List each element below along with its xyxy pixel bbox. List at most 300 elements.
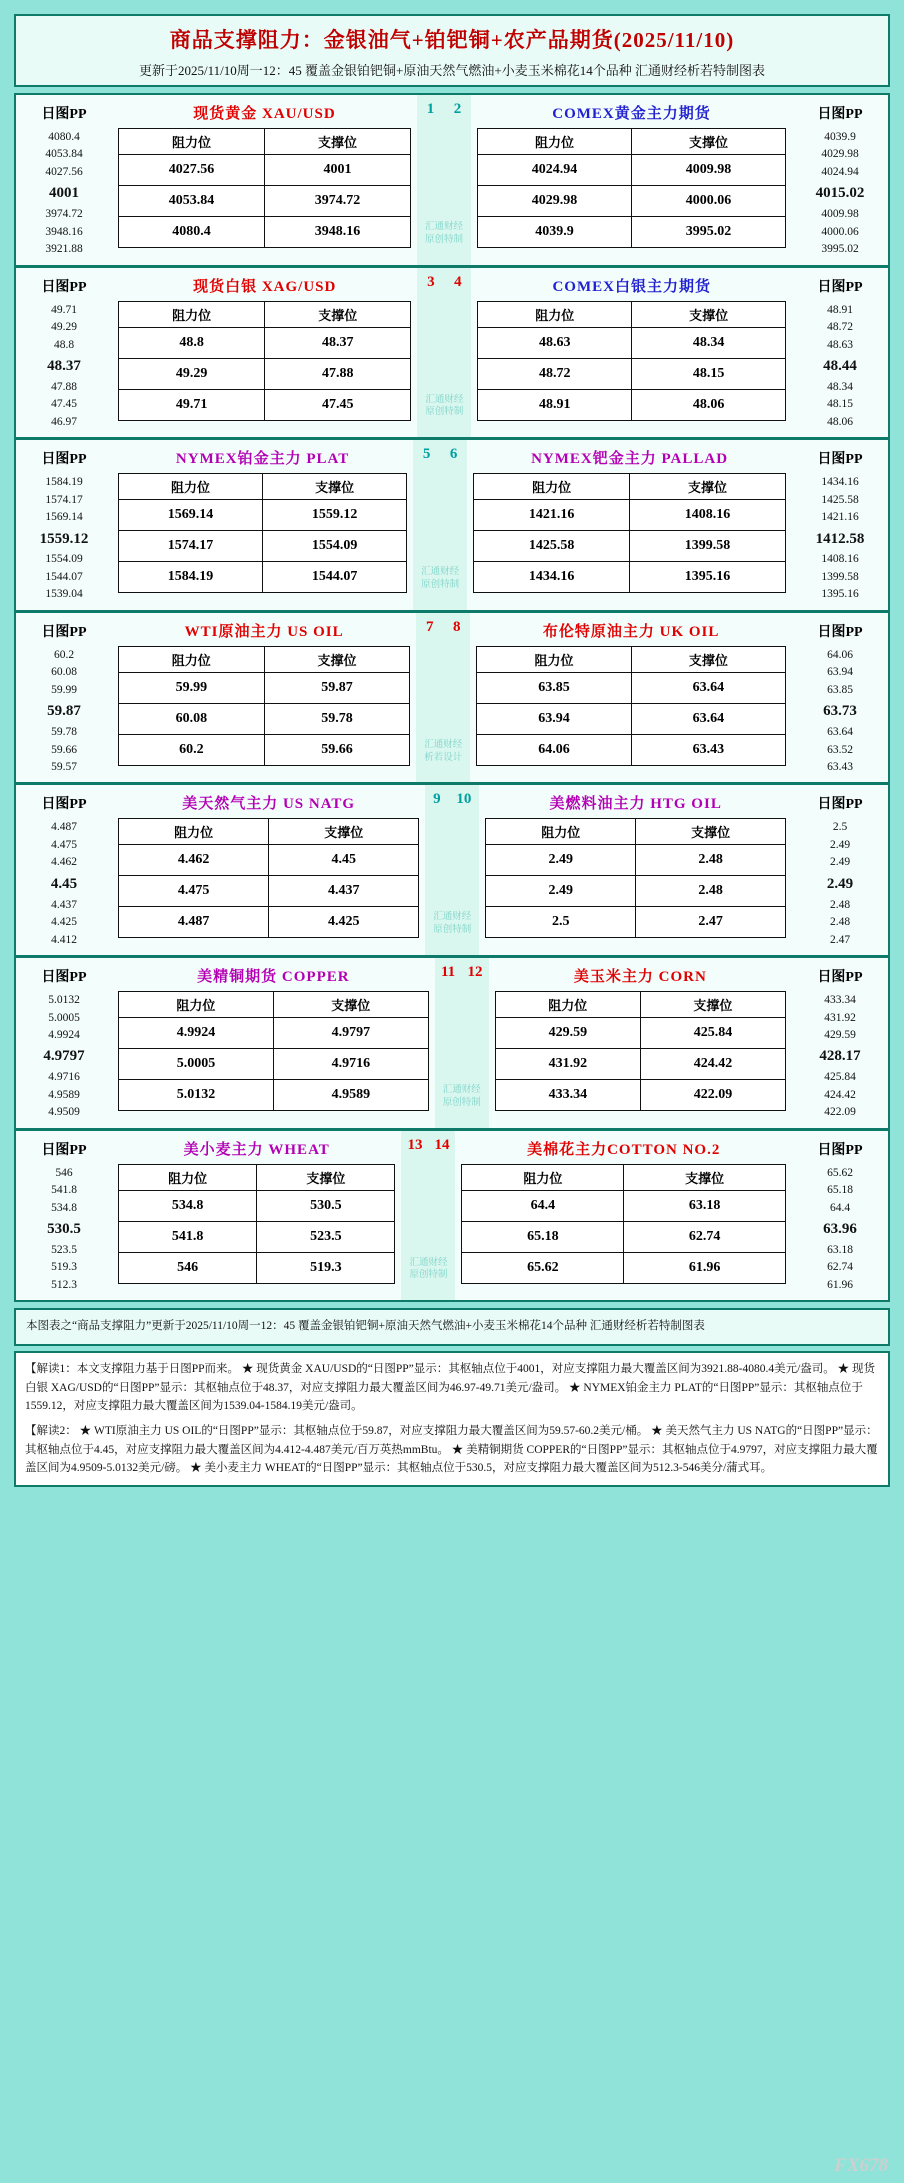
pivot-value: 63.18 (827, 1243, 853, 1256)
table-row (486, 907, 786, 938)
pivot-value: 1554.09 (45, 553, 83, 566)
table-row (474, 531, 786, 562)
pivot-value: 61.96 (827, 1278, 853, 1291)
levels-table (495, 991, 786, 1111)
support-value: 1559.12 (263, 500, 407, 531)
resistance-value: 48.8 (119, 327, 265, 358)
table-row (119, 500, 407, 531)
table-row (119, 1049, 429, 1080)
support-value: 48.06 (632, 389, 786, 420)
support-value: 4001 (264, 155, 410, 186)
pivot-value: 4.425 (51, 916, 77, 929)
block-index: 7 (426, 618, 434, 635)
fx678-watermark: FX678 (834, 2155, 888, 2176)
block-index-column (417, 268, 471, 438)
resistance-value: 4053.84 (119, 186, 265, 217)
resistance-value: 63.94 (477, 703, 631, 734)
support-value: 63.18 (624, 1190, 786, 1221)
pivot-value: 48.63 (827, 338, 853, 351)
resistance-header: 阻力位 (495, 992, 640, 1018)
resistance-header: 阻力位 (478, 301, 632, 327)
pivot-header: 日图PP (817, 1142, 863, 1158)
table-row (477, 186, 785, 217)
pivot-value: 3995.02 (821, 243, 859, 256)
watermark-text (417, 221, 471, 247)
block-index-column (401, 1131, 455, 1301)
pivot-column-right (792, 95, 888, 265)
resistance-value: 59.99 (119, 672, 265, 703)
pivot-column-right (792, 613, 888, 783)
support-value: 47.45 (265, 389, 411, 420)
pivot-value: 530.5 (47, 1221, 81, 1238)
pivot-value: 2.49 (829, 856, 851, 869)
support-header: 支撑位 (269, 819, 419, 845)
levels-table (118, 1164, 395, 1284)
watermark-line: 汇通财经 (425, 394, 464, 405)
support-value: 1554.09 (263, 531, 407, 562)
support-header: 支撑位 (265, 301, 411, 327)
pivot-value: 64.4 (829, 1201, 851, 1214)
resistance-header: 阻力位 (477, 646, 631, 672)
pivot-column-right (792, 268, 888, 438)
support-value: 48.37 (265, 327, 411, 358)
pivot-header: 日图PP (41, 970, 87, 986)
pivot-value: 2.47 (829, 933, 851, 946)
resistance-value: 1584.19 (119, 562, 263, 593)
resistance-value: 431.92 (495, 1049, 640, 1080)
pivot-value: 63.94 (827, 666, 853, 679)
watermark-line: 原创特制 (442, 1097, 481, 1108)
pivot-value: 1421.16 (821, 511, 859, 524)
instrument-panel (471, 95, 792, 265)
pivot-value: 48.34 (827, 380, 853, 393)
support-value: 1395.16 (630, 562, 786, 593)
pivot-block (16, 785, 888, 958)
watermark-text (417, 394, 471, 420)
support-header: 支撑位 (273, 992, 428, 1018)
instrument-title: 美棉花主力COTTON NO.2 (527, 1141, 721, 1158)
pivot-value: 4.9589 (48, 1088, 80, 1101)
pivot-value: 4039.9 (824, 131, 856, 143)
pivot-block (16, 95, 888, 268)
table-row (119, 389, 411, 420)
instrument-title: 美精铜期货 COPPER (197, 969, 350, 986)
pivot-value: 5.0005 (48, 1011, 80, 1024)
pivot-header: 日图PP (817, 970, 863, 986)
pivot-value: 59.57 (51, 760, 77, 773)
support-value: 3948.16 (264, 217, 410, 248)
table-row (477, 703, 786, 734)
pivot-value: 48.91 (827, 303, 853, 316)
pivot-value: 59.78 (51, 726, 77, 739)
resistance-value: 2.49 (486, 845, 636, 876)
pivot-value: 63.73 (823, 703, 857, 720)
pivot-value: 2.49 (829, 838, 851, 851)
resistance-value: 1569.14 (119, 500, 263, 531)
pivot-value: 4.462 (51, 856, 77, 869)
pivot-column-left (16, 268, 112, 438)
block-index-column (425, 785, 479, 955)
pivot-value: 1434.16 (821, 476, 859, 489)
block-index-numbers (413, 440, 467, 463)
table-row (486, 876, 786, 907)
table-row (477, 734, 786, 765)
table-row (462, 1252, 786, 1283)
instrument-title: 美玉米主力 CORN (573, 969, 707, 986)
watermark-text (401, 1257, 455, 1283)
table-row (119, 1080, 429, 1111)
pivot-value: 424.42 (824, 1088, 856, 1101)
pivot-header: 日图PP (41, 1142, 87, 1158)
pivot-value: 4.475 (51, 838, 77, 851)
pivot-value: 49.29 (51, 321, 77, 334)
instrument-title: NYMEX钯金主力 PALLAD (531, 451, 729, 468)
levels-table (118, 473, 407, 593)
block-index-column (435, 958, 489, 1128)
block-index-column (416, 613, 470, 783)
pivot-block (16, 440, 888, 613)
support-value: 48.34 (632, 327, 786, 358)
pivot-value: 425.84 (824, 1071, 856, 1084)
support-value: 1399.58 (630, 531, 786, 562)
levels-table (118, 301, 411, 421)
pivot-value: 2.49 (826, 875, 854, 892)
instrument-title: WTI原油主力 US OIL (184, 623, 344, 640)
pivot-value: 534.8 (51, 1201, 77, 1214)
pivot-header: 日图PP (817, 624, 863, 640)
watermark-text (413, 566, 467, 592)
block-index: 5 (422, 446, 431, 463)
table-row (119, 734, 410, 765)
resistance-value: 4.462 (119, 845, 269, 876)
support-header: 支撑位 (630, 474, 786, 500)
block-index: 8 (453, 618, 461, 635)
table-row (477, 217, 785, 248)
resistance-value: 4029.98 (477, 186, 631, 217)
levels-table (461, 1164, 786, 1284)
pivot-value: 4.412 (51, 933, 77, 946)
pivot-value: 3948.16 (45, 225, 83, 238)
support-header: 支撑位 (632, 301, 786, 327)
watermark-line: 汇通财经 (442, 1085, 481, 1096)
pivot-value: 4.9924 (48, 1028, 80, 1041)
block-index-column (417, 95, 471, 265)
pivot-value: 429.59 (824, 1028, 856, 1041)
support-value: 2.48 (636, 876, 786, 907)
pivot-value: 2.48 (829, 916, 851, 929)
pivot-value: 59.99 (51, 683, 77, 696)
support-header: 支撑位 (624, 1164, 786, 1190)
block-index: 12 (467, 964, 483, 981)
pivot-value: 4009.98 (821, 208, 859, 221)
resistance-value: 1434.16 (474, 562, 630, 593)
watermark-line: 原创特制 (433, 925, 472, 936)
pivot-value: 4027.56 (45, 165, 83, 178)
pivot-value: 63.85 (827, 683, 853, 696)
levels-table (118, 991, 429, 1111)
resistance-value: 4039.9 (477, 217, 631, 248)
pivot-value: 4.9797 (43, 1048, 85, 1065)
table-row (119, 358, 411, 389)
pivot-column-right (792, 440, 888, 610)
support-header: 支撑位 (264, 646, 410, 672)
levels-table (477, 128, 786, 248)
pivot-value: 63.96 (823, 1221, 857, 1238)
block-index: 2 (453, 101, 462, 117)
table-row (478, 327, 786, 358)
support-value: 3974.72 (264, 186, 410, 217)
pivot-value: 2.48 (829, 898, 851, 911)
pivot-value: 48.37 (47, 358, 81, 375)
support-header: 支撑位 (636, 819, 786, 845)
pivot-value: 48.44 (823, 358, 857, 375)
pivot-value: 1544.07 (45, 570, 83, 583)
watermark-line: 汇通财经 (424, 739, 463, 750)
resistance-header: 阻力位 (119, 474, 263, 500)
table-row (119, 327, 411, 358)
resistance-value: 5.0132 (119, 1080, 274, 1111)
table-row (119, 907, 419, 938)
pivot-header: 日图PP (41, 452, 87, 468)
resistance-value: 4024.94 (477, 155, 631, 186)
support-value: 63.43 (631, 734, 785, 765)
pivot-value: 60.08 (51, 666, 77, 679)
support-value: 4.9589 (273, 1080, 428, 1111)
support-value: 523.5 (257, 1221, 395, 1252)
resistance-value: 5.0005 (119, 1049, 274, 1080)
resistance-value: 4080.4 (119, 217, 265, 248)
support-value: 59.78 (264, 703, 410, 734)
pivot-value: 4.437 (51, 898, 77, 911)
pivot-value: 47.88 (51, 380, 77, 393)
watermark-line: 原创特制 (409, 1270, 448, 1281)
pivot-column-right (792, 785, 888, 955)
pivot-value: 5.0132 (48, 994, 80, 1007)
pivot-block (16, 613, 888, 786)
pivot-value: 49.71 (51, 303, 77, 316)
note-2: 【解读2： ★ WTI原油主力 US OIL的“日图PP”显示：其枢轴点位于59.87，对应支撑阻力最大覆盖区间为59.57-60.2美元/桶。 ★ 美天然气主力 US NATG的“日图PP”显示：其枢轴点位于4.45，对应支撑阻力最大覆盖区间为4.412-4.487美元/百万英热mmBtu。 ★ 美精铜期货 COPPER的“日图PP”显示：其枢轴点位于4.9797，对应支撑阻力最大覆盖区间为4.9509-5.0132美元/磅。 ★ 美小麦主力 WHEAT的“日图PP”显示：其枢轴点位于530.5，对应支撑阻力最大覆盖区间为512.3-546美分/蒲式耳。 (25, 1424, 878, 1475)
table-row (477, 155, 785, 186)
support-value: 2.48 (636, 845, 786, 876)
block-index-numbers (435, 958, 489, 981)
block-index-numbers (425, 785, 479, 808)
resistance-value: 4.475 (119, 876, 269, 907)
instrument-panel (112, 95, 417, 265)
pivot-value: 60.2 (53, 648, 75, 661)
pivot-blocks (14, 93, 890, 1302)
pivot-value: 1408.16 (821, 553, 859, 566)
pivot-value: 1574.17 (45, 493, 83, 506)
block-index-numbers (417, 268, 471, 291)
pivot-value: 62.74 (827, 1261, 853, 1274)
block-index-column (413, 440, 467, 610)
resistance-header: 阻力位 (486, 819, 636, 845)
resistance-value: 65.62 (462, 1252, 624, 1283)
levels-table (485, 818, 786, 938)
resistance-value: 65.18 (462, 1221, 624, 1252)
watermark-line: 汇通财经 (424, 221, 463, 232)
block-index: 3 (427, 273, 435, 290)
resistance-value: 433.34 (495, 1080, 640, 1111)
support-value: 1408.16 (630, 500, 786, 531)
pivot-value: 46.97 (51, 415, 77, 428)
block-index: 6 (449, 446, 458, 463)
resistance-value: 60.08 (119, 703, 265, 734)
table-row (119, 876, 419, 907)
resistance-header: 阻力位 (119, 819, 269, 845)
resistance-header: 阻力位 (119, 1164, 257, 1190)
footer-note: 本图表之“商品支撑阻力”更新于2025/11/10周一12：45 覆盖金银铂钯铜+原油天然气燃油+小麦玉米棉花14个品种 汇通财经析若特制图表 (14, 1308, 890, 1346)
resistance-value: 60.2 (119, 734, 265, 765)
support-value: 59.87 (264, 672, 410, 703)
table-row (495, 1018, 785, 1049)
table-row (119, 1190, 395, 1221)
pivot-value: 4015.02 (815, 185, 865, 202)
pivot-value: 48.72 (827, 321, 853, 334)
support-value: 47.88 (265, 358, 411, 389)
resistance-value: 546 (119, 1252, 257, 1283)
pivot-value: 47.45 (51, 398, 77, 411)
resistance-value: 63.85 (477, 672, 631, 703)
instrument-panel (112, 268, 417, 438)
block-index: 14 (434, 1136, 450, 1153)
instrument-title: 现货白银 XAG/USD (193, 278, 337, 295)
instrument-title: 布伦特原油主力 UK OIL (542, 623, 720, 640)
instrument-title: 现货黄金 XAU/USD (193, 106, 336, 122)
resistance-header: 阻力位 (119, 992, 274, 1018)
instrument-panel (467, 440, 792, 610)
table-row (478, 358, 786, 389)
resistance-value: 2.5 (486, 907, 636, 938)
pivot-value: 433.34 (824, 994, 856, 1007)
pivot-value: 1539.04 (45, 588, 83, 601)
pivot-value: 1559.12 (39, 530, 89, 547)
support-value: 4009.98 (631, 155, 785, 186)
pivot-value: 1399.58 (821, 570, 859, 583)
support-value: 63.64 (631, 672, 785, 703)
pivot-header: 日图PP (41, 624, 87, 640)
support-header: 支撑位 (263, 474, 407, 500)
resistance-value: 49.71 (119, 389, 265, 420)
watermark-line: 原创特制 (421, 580, 460, 591)
pivot-value: 519.3 (51, 1261, 77, 1274)
block-index: 13 (407, 1136, 423, 1153)
instrument-panel (470, 613, 792, 783)
support-header: 支撑位 (264, 129, 410, 155)
table-row (119, 186, 411, 217)
support-header: 支撑位 (257, 1164, 395, 1190)
resistance-header: 阻力位 (119, 301, 265, 327)
instrument-title: 美天然气主力 US NATG (182, 796, 356, 813)
support-value: 1544.07 (263, 562, 407, 593)
instrument-panel (112, 785, 425, 955)
pivot-block (16, 268, 888, 441)
support-value: 4.45 (269, 845, 419, 876)
support-header: 支撑位 (640, 992, 785, 1018)
watermark-text (425, 911, 479, 937)
support-value: 63.64 (631, 703, 785, 734)
resistance-header: 阻力位 (474, 474, 630, 500)
table-row (119, 845, 419, 876)
resistance-value: 534.8 (119, 1190, 257, 1221)
pivot-value: 4024.94 (821, 165, 859, 178)
levels-table (477, 301, 786, 421)
support-value: 2.47 (636, 907, 786, 938)
support-value: 4.9797 (273, 1018, 428, 1049)
levels-table (118, 646, 410, 766)
instrument-title: COMEX白银主力期货 (552, 278, 711, 295)
table-row (119, 531, 407, 562)
interpretation-notes (14, 1351, 890, 1487)
watermark-line: 汇通财经 (433, 912, 472, 923)
support-value: 48.15 (632, 358, 786, 389)
pivot-value: 512.3 (51, 1278, 77, 1291)
table-row (478, 389, 786, 420)
resistance-value: 64.06 (477, 734, 631, 765)
pivot-value: 4.45 (50, 875, 78, 892)
instrument-panel (112, 613, 416, 783)
pivot-value: 1412.58 (815, 530, 865, 547)
instrument-panel (112, 1131, 401, 1301)
block-index-numbers (417, 95, 471, 118)
pivot-value: 59.66 (51, 743, 77, 756)
pivot-block (16, 958, 888, 1131)
instrument-title: 美燃料油主力 HTG OIL (549, 796, 722, 813)
support-value: 424.42 (640, 1049, 785, 1080)
pivot-column-left (16, 958, 112, 1128)
pivot-column-right (792, 1131, 888, 1301)
levels-table (473, 473, 786, 593)
pivot-value: 4.9509 (48, 1106, 80, 1119)
pivot-value: 48.06 (827, 415, 853, 428)
support-value: 3995.02 (631, 217, 785, 248)
block-index: 9 (433, 791, 441, 808)
support-value: 4.437 (269, 876, 419, 907)
pivot-value: 48.8 (53, 338, 75, 351)
support-value: 519.3 (257, 1252, 395, 1283)
pivot-header: 日图PP (41, 279, 87, 295)
table-row (119, 1252, 395, 1283)
watermark-line: 原创特制 (424, 234, 463, 245)
resistance-value: 48.63 (478, 327, 632, 358)
pivot-value: 3921.88 (45, 243, 83, 256)
pivot-value: 4053.84 (45, 148, 83, 161)
instrument-panel (479, 785, 792, 955)
watermark-text (416, 739, 470, 765)
pivot-column-left (16, 785, 112, 955)
watermark-line: 汇通财经 (421, 567, 460, 578)
pivot-column-left (16, 613, 112, 783)
pivot-header: 日图PP (817, 452, 863, 468)
block-index: 4 (454, 273, 462, 290)
support-header: 支撑位 (631, 129, 785, 155)
support-value: 59.66 (264, 734, 410, 765)
resistance-value: 4.9924 (119, 1018, 274, 1049)
table-row (474, 562, 786, 593)
resistance-value: 49.29 (119, 358, 265, 389)
support-value: 62.74 (624, 1221, 786, 1252)
resistance-value: 429.59 (495, 1018, 640, 1049)
pivot-value: 3974.72 (45, 208, 83, 221)
pivot-value: 1584.19 (45, 476, 83, 489)
resistance-value: 4027.56 (119, 155, 265, 186)
table-row (119, 1018, 429, 1049)
watermark-line: 原创特制 (425, 407, 464, 418)
levels-table (118, 128, 411, 248)
pivot-value: 4080.4 (48, 131, 80, 143)
pivot-value: 431.92 (824, 1011, 856, 1024)
instrument-title: 美小麦主力 WHEAT (183, 1141, 330, 1158)
